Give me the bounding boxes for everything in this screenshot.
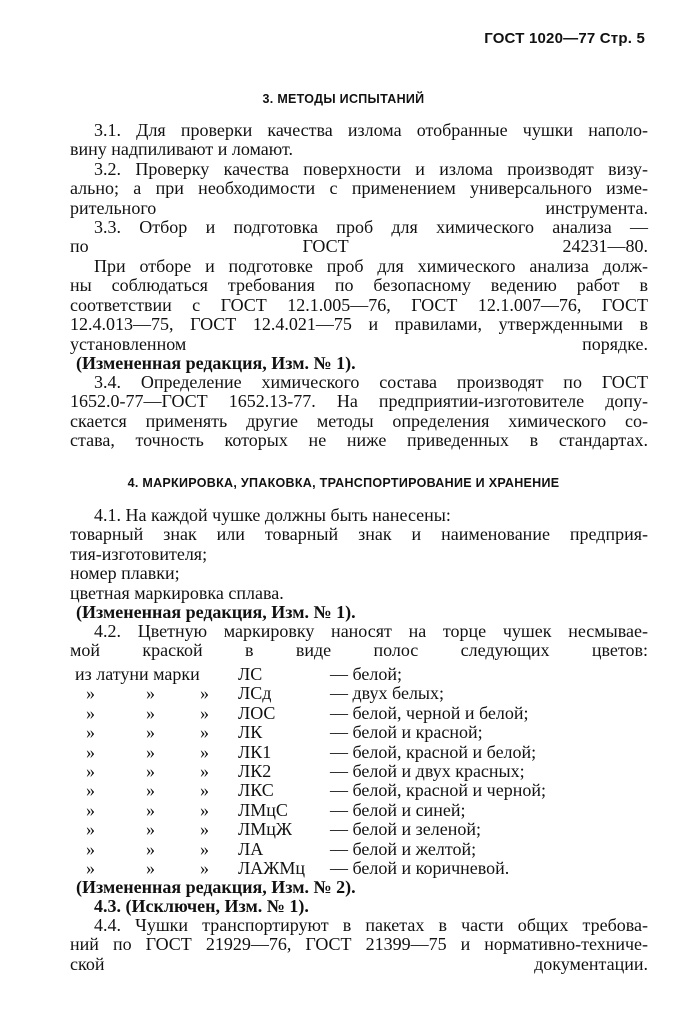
text-line: 3.1. Для проверки качества излома отобранные чушки наполо- [94,120,648,140]
text-line: по ГОСТ 24231—80. [70,236,648,257]
ditto-mark: » [146,857,155,878]
alloy-grade: ЛК [238,722,263,743]
amendment-note: (Измененная редакция, Изм. № 1). [76,353,356,373]
paragraph-3-3 [70,218,648,257]
text-line: номер плавки; [70,563,180,584]
marking-table [70,665,648,878]
text-line: рительного инструмента. [70,197,648,218]
ditto-mark: » [86,760,95,781]
text-line: 3.3. Отбор и подготовка проб для химического анализа — [94,217,648,237]
alloy-grade: ЛОС [238,702,276,723]
ditto-mark: » [146,780,155,801]
ditto-mark: » [200,702,209,723]
ditto-mark: » [86,838,95,859]
alloy-grade: ЛК2 [238,760,272,781]
ditto-mark: » [146,722,155,743]
alloy-grade: ЛМцЖ [238,819,292,840]
text-line: При отборе и подготовке проб для химического анализа долж- [94,256,648,276]
alloy-grade: ЛАЖМц [238,857,305,878]
stripe-colors: — белой и красной; [330,722,483,743]
ditto-mark: » [146,838,155,859]
alloy-grade: ЛС [238,664,263,684]
text-line: 1652.0-77—ГОСТ 1652.13-77. На предприятии-изготовителе допу- [70,391,648,412]
ditto-mark: » [146,819,155,840]
text-line: ны соблюдаться требования по безопасному ведению работ в [70,275,648,296]
ditto-mark: » [146,741,155,762]
text-line: 4.2. Цветную маркировку наносят на торце чушек несмывае- [94,621,648,641]
text-line: цветная маркировка сплава. [70,582,284,603]
alloy-grade: ЛСд [238,683,272,704]
ditto-mark: » [86,683,95,704]
stripe-colors: — белой; [330,664,403,684]
section-4-title: 4. МАРКИРОВКА, УПАКОВКА, ТРАНСПОРТИРОВАНИЕ И ХРАНЕНИЕ [127,476,560,490]
marking-row [70,762,648,781]
stripe-colors: — двух белых; [330,683,445,704]
ditto-mark: » [86,857,95,878]
marking-row [70,684,648,703]
stripe-colors: — белой, красной и черной; [330,780,546,801]
ditto-mark: » [86,780,95,801]
alloy-grade: ЛК1 [238,741,272,762]
ditto-mark: » [200,838,209,859]
marking-row [70,665,648,684]
marking-row [70,820,648,839]
text-line: соответствии с ГОСТ 12.1.005—76, ГОСТ 12.1.007—76, ГОСТ [70,294,648,315]
marking-row [70,723,648,742]
text-line: ской документации. [70,953,648,974]
ditto-mark: » [200,760,209,781]
text-line: мой краской в виде полос следующих цветов: [70,640,648,661]
text-line: 4.1. На каждой чушке должны быть нанесены: [94,505,451,525]
ditto-mark: » [200,741,209,762]
alloy-grade: ЛМцС [238,799,288,820]
stripe-colors: — белой и двух красных; [330,760,525,781]
marking-row [70,781,648,800]
paragraph-3-3-safety [70,257,648,354]
stripe-colors: — белой и коричневой. [330,857,510,878]
paragraph-4-1 [70,506,648,603]
text-line: скается применять другие методы определения химического со- [70,410,648,431]
text-line: става, точность которых не ниже приведенных в стандартах. [70,430,648,451]
ditto-mark: » [200,799,209,820]
text-line: вину надпиливают и ломают. [70,139,294,160]
stripe-colors: — белой и желтой; [330,838,477,859]
text-line: товарный знак или товарный знак и наименование предприя- [70,524,648,545]
marking-row [70,704,648,723]
marking-prefix: из латуни марки [75,664,200,684]
ditto-mark: » [146,799,155,820]
paragraph-4-4 [70,916,648,974]
ditto-mark: » [200,722,209,743]
stripe-colors: — белой и синей; [330,799,466,820]
ditto-mark: » [146,683,155,704]
ditto-mark: » [86,819,95,840]
paragraph-3-2 [70,160,648,218]
text-line: 3.4. Определение химического состава производят по ГОСТ [94,372,648,392]
text-line: тия-изготовителя; [70,543,208,564]
ditto-mark: » [200,683,209,704]
text-line: ально; а при необходимости с применением универсального изме- [70,178,648,199]
ditto-mark: » [200,780,209,801]
ditto-mark: » [86,722,95,743]
ditto-mark: » [86,799,95,820]
ditto-mark: » [86,741,95,762]
paragraph-3-4 [70,373,648,451]
marking-row [70,801,648,820]
stripe-colors: — белой, черной и белой; [330,702,529,723]
text-line: 4.4. Чушки транспортируют в пакетах в части общих требова- [94,915,648,935]
marking-row [70,840,648,859]
marking-row [70,743,648,762]
amendment-note: (Измененная редакция, Изм. № 1). [76,602,356,622]
alloy-grade: ЛА [238,838,264,859]
ditto-mark: » [146,702,155,723]
paragraph-3-1 [70,121,648,160]
ditto-mark: » [146,760,155,781]
text-line: ний по ГОСТ 21929—76, ГОСТ 21399—75 и нормативно-техниче- [70,934,648,955]
paragraph-4-3 [70,897,648,916]
section-3-title: 3. МЕТОДЫ ИСПЫТАНИЙ [262,92,425,106]
ditto-mark: » [200,857,209,878]
ditto-mark: » [86,702,95,723]
text-line: 4.3. (Исключен, Изм. № 1). [94,896,309,916]
paragraph-4-2 [70,622,648,661]
ditto-mark: » [200,819,209,840]
alloy-grade: ЛКС [238,780,274,801]
text-line: установленном порядке. [70,333,648,354]
text-line: 12.4.013—75, ГОСТ 12.4.021—75 и правилами, утвержденными в [70,314,648,335]
amendment-note: (Измененная редакция, Изм. № 2). [76,877,356,897]
stripe-colors: — белой и зеленой; [330,819,481,840]
page-header: ГОСТ 1020—77 Стр. 5 [484,30,645,47]
text-line: 3.2. Проверку качества поверхности и излома производят визу- [94,159,648,179]
marking-row [70,859,648,878]
stripe-colors: — белой, красной и белой; [330,741,537,762]
